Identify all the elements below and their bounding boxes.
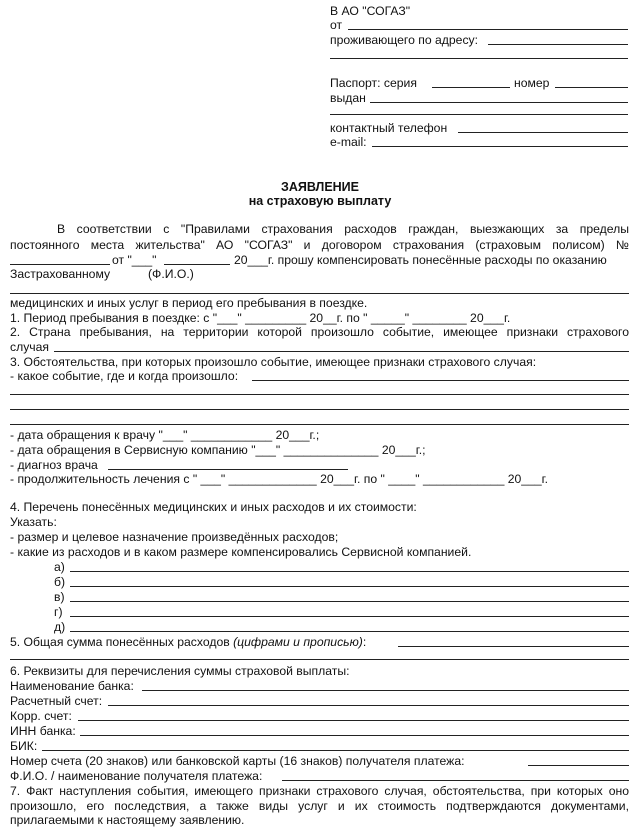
fio-label: (Ф.И.О.) xyxy=(148,267,194,281)
letter-v: в) xyxy=(54,590,65,604)
country-line: 2. Страна пребывания, на территории которой произошло событие, имеющее признаки страхового xyxy=(10,325,629,339)
expense-field-b[interactable] xyxy=(70,586,629,587)
country-field[interactable] xyxy=(54,351,629,352)
insured-name-field[interactable] xyxy=(10,293,629,294)
expenses-compensated: - какие из расходов и в каком размере компенсировались Сервисной компанией. xyxy=(10,545,472,559)
event-description-label: - какое событие, где и когда произошло: xyxy=(10,369,239,383)
event-field-2[interactable] xyxy=(10,394,629,395)
diagnosis-label: - диагноз врача xyxy=(10,458,98,472)
from-label: от xyxy=(330,18,343,32)
specify-label: Указать: xyxy=(10,515,57,529)
email-label: e-mail: xyxy=(330,135,367,149)
passport-number-label: номер xyxy=(514,76,550,90)
passport-series-label: Паспорт: серия xyxy=(330,76,417,90)
letter-g: г) xyxy=(54,605,63,619)
card-number-label: Номер счета (20 знаков) или банковской карты (16 знаков) получателя платежа: xyxy=(10,754,465,768)
card-number-field[interactable] xyxy=(528,765,629,766)
document-subtitle: на страховую выплату xyxy=(248,194,392,208)
document-title: ЗАЯВЛЕНИЕ xyxy=(280,180,359,194)
service-company-date: - дата обращения в Сервисную компанию "___" ______________ 20___г.; xyxy=(10,443,426,457)
event-field-3[interactable] xyxy=(10,409,629,410)
fact-line-1: 7. Факт наступления события, имеющего признаки страхового случая, обстоятельства, при которых оно xyxy=(10,784,629,798)
policy-date-label: от "___" xyxy=(112,253,157,267)
expenses-purpose: - размер и целевое назначение произведённых расходов; xyxy=(10,530,339,544)
payee-field[interactable] xyxy=(282,780,629,781)
total-label xyxy=(10,635,366,649)
expense-field-a[interactable] xyxy=(70,571,629,572)
bik-field[interactable] xyxy=(42,750,629,751)
expenses-heading: 4. Перечень понесённых медицинских и иных расходов и их стоимости: xyxy=(10,500,417,514)
account-field[interactable] xyxy=(108,705,629,706)
from-field[interactable] xyxy=(348,29,628,30)
doctor-visit-date: - дата обращения к врачу "___" ____________ 20___г.; xyxy=(10,428,320,442)
bik-label: БИК: xyxy=(10,739,38,753)
policy-number-field[interactable] xyxy=(10,264,110,265)
total-italic-note: (цифрами и прописью) xyxy=(233,635,363,649)
diagnosis-field[interactable] xyxy=(108,469,348,470)
event-field-1[interactable] xyxy=(252,380,629,381)
phone-label: контактный телефон xyxy=(330,121,448,135)
addressee: В АО "СОГАЗ" xyxy=(330,4,411,18)
account-label: Расчетный счет: xyxy=(10,694,103,708)
fact-line-2: произошло, его последствия, а также виды услуг и их стоимость подтверждаются документами, xyxy=(10,799,629,813)
email-field[interactable] xyxy=(372,146,628,147)
issued-field[interactable] xyxy=(370,102,628,103)
letter-d: д) xyxy=(54,620,66,634)
event-field-4[interactable] xyxy=(10,424,629,425)
corr-account-field[interactable] xyxy=(78,720,629,721)
treatment-duration: - продолжительность лечения с " ___" _____________ 20___г. по " ____" ____________ 20___г. xyxy=(10,472,548,486)
corr-account-label: Корр. счет: xyxy=(10,709,72,723)
total-field-2[interactable] xyxy=(10,659,629,660)
total-field[interactable] xyxy=(398,646,629,647)
intro-line-2: постоянного места жительства" АО "СОГАЗ" и договором страхования (страховым полисом) № xyxy=(10,238,629,252)
intro-line-1: В соответствии с "Правилами страхования расходов граждан, выезжающих за пределы xyxy=(57,222,629,236)
bank-inn-field[interactable] xyxy=(80,735,629,736)
payee-label: Ф.И.О. / наименование получателя платежа: xyxy=(10,769,263,783)
fact-line-3: прилагаемыми к настоящему заявлению. xyxy=(10,813,245,827)
intro-line-5: медицинских и иных услуг в период его пребывания в поездке. xyxy=(10,296,368,310)
issued-field-2[interactable] xyxy=(330,114,628,115)
insured-label: Застрахованному xyxy=(10,267,111,281)
circumstances-heading: 3. Обстоятельства, при которых произошло событие, имеющее признаки страхового случая: xyxy=(10,355,537,369)
policy-month-field[interactable] xyxy=(164,264,230,265)
total-text: 5. Общая сумма понесённых расходов xyxy=(10,635,230,649)
trip-period: 1. Период пребывания в поездке: с "___" _________ 20__г. по " _____" ________ 20___г. xyxy=(10,311,511,325)
letter-b: б) xyxy=(54,575,66,589)
address-label: проживающего по адресу: xyxy=(330,33,479,47)
bank-inn-label: ИНН банка: xyxy=(10,724,76,738)
expense-field-d[interactable] xyxy=(70,631,629,632)
expense-field-v[interactable] xyxy=(70,601,629,602)
expense-field-g[interactable] xyxy=(70,616,629,617)
passport-series-field[interactable] xyxy=(432,87,510,88)
issued-label: выдан xyxy=(330,91,366,105)
phone-field[interactable] xyxy=(458,132,628,133)
address-field-2[interactable] xyxy=(330,58,628,59)
passport-number-field[interactable] xyxy=(555,87,628,88)
country-label: случая xyxy=(10,340,50,354)
address-field[interactable] xyxy=(488,44,628,45)
requisites-heading: 6. Реквизиты для перечисления суммы страховой выплаты: xyxy=(10,664,350,678)
total-colon: : xyxy=(362,635,367,649)
letter-a: а) xyxy=(54,560,65,574)
bank-name-label: Наименование банка: xyxy=(10,679,134,693)
intro-line-3: 20___г. прошу компенсировать понесённые расходы по оказанию xyxy=(234,253,607,267)
bank-name-field[interactable] xyxy=(142,690,629,691)
